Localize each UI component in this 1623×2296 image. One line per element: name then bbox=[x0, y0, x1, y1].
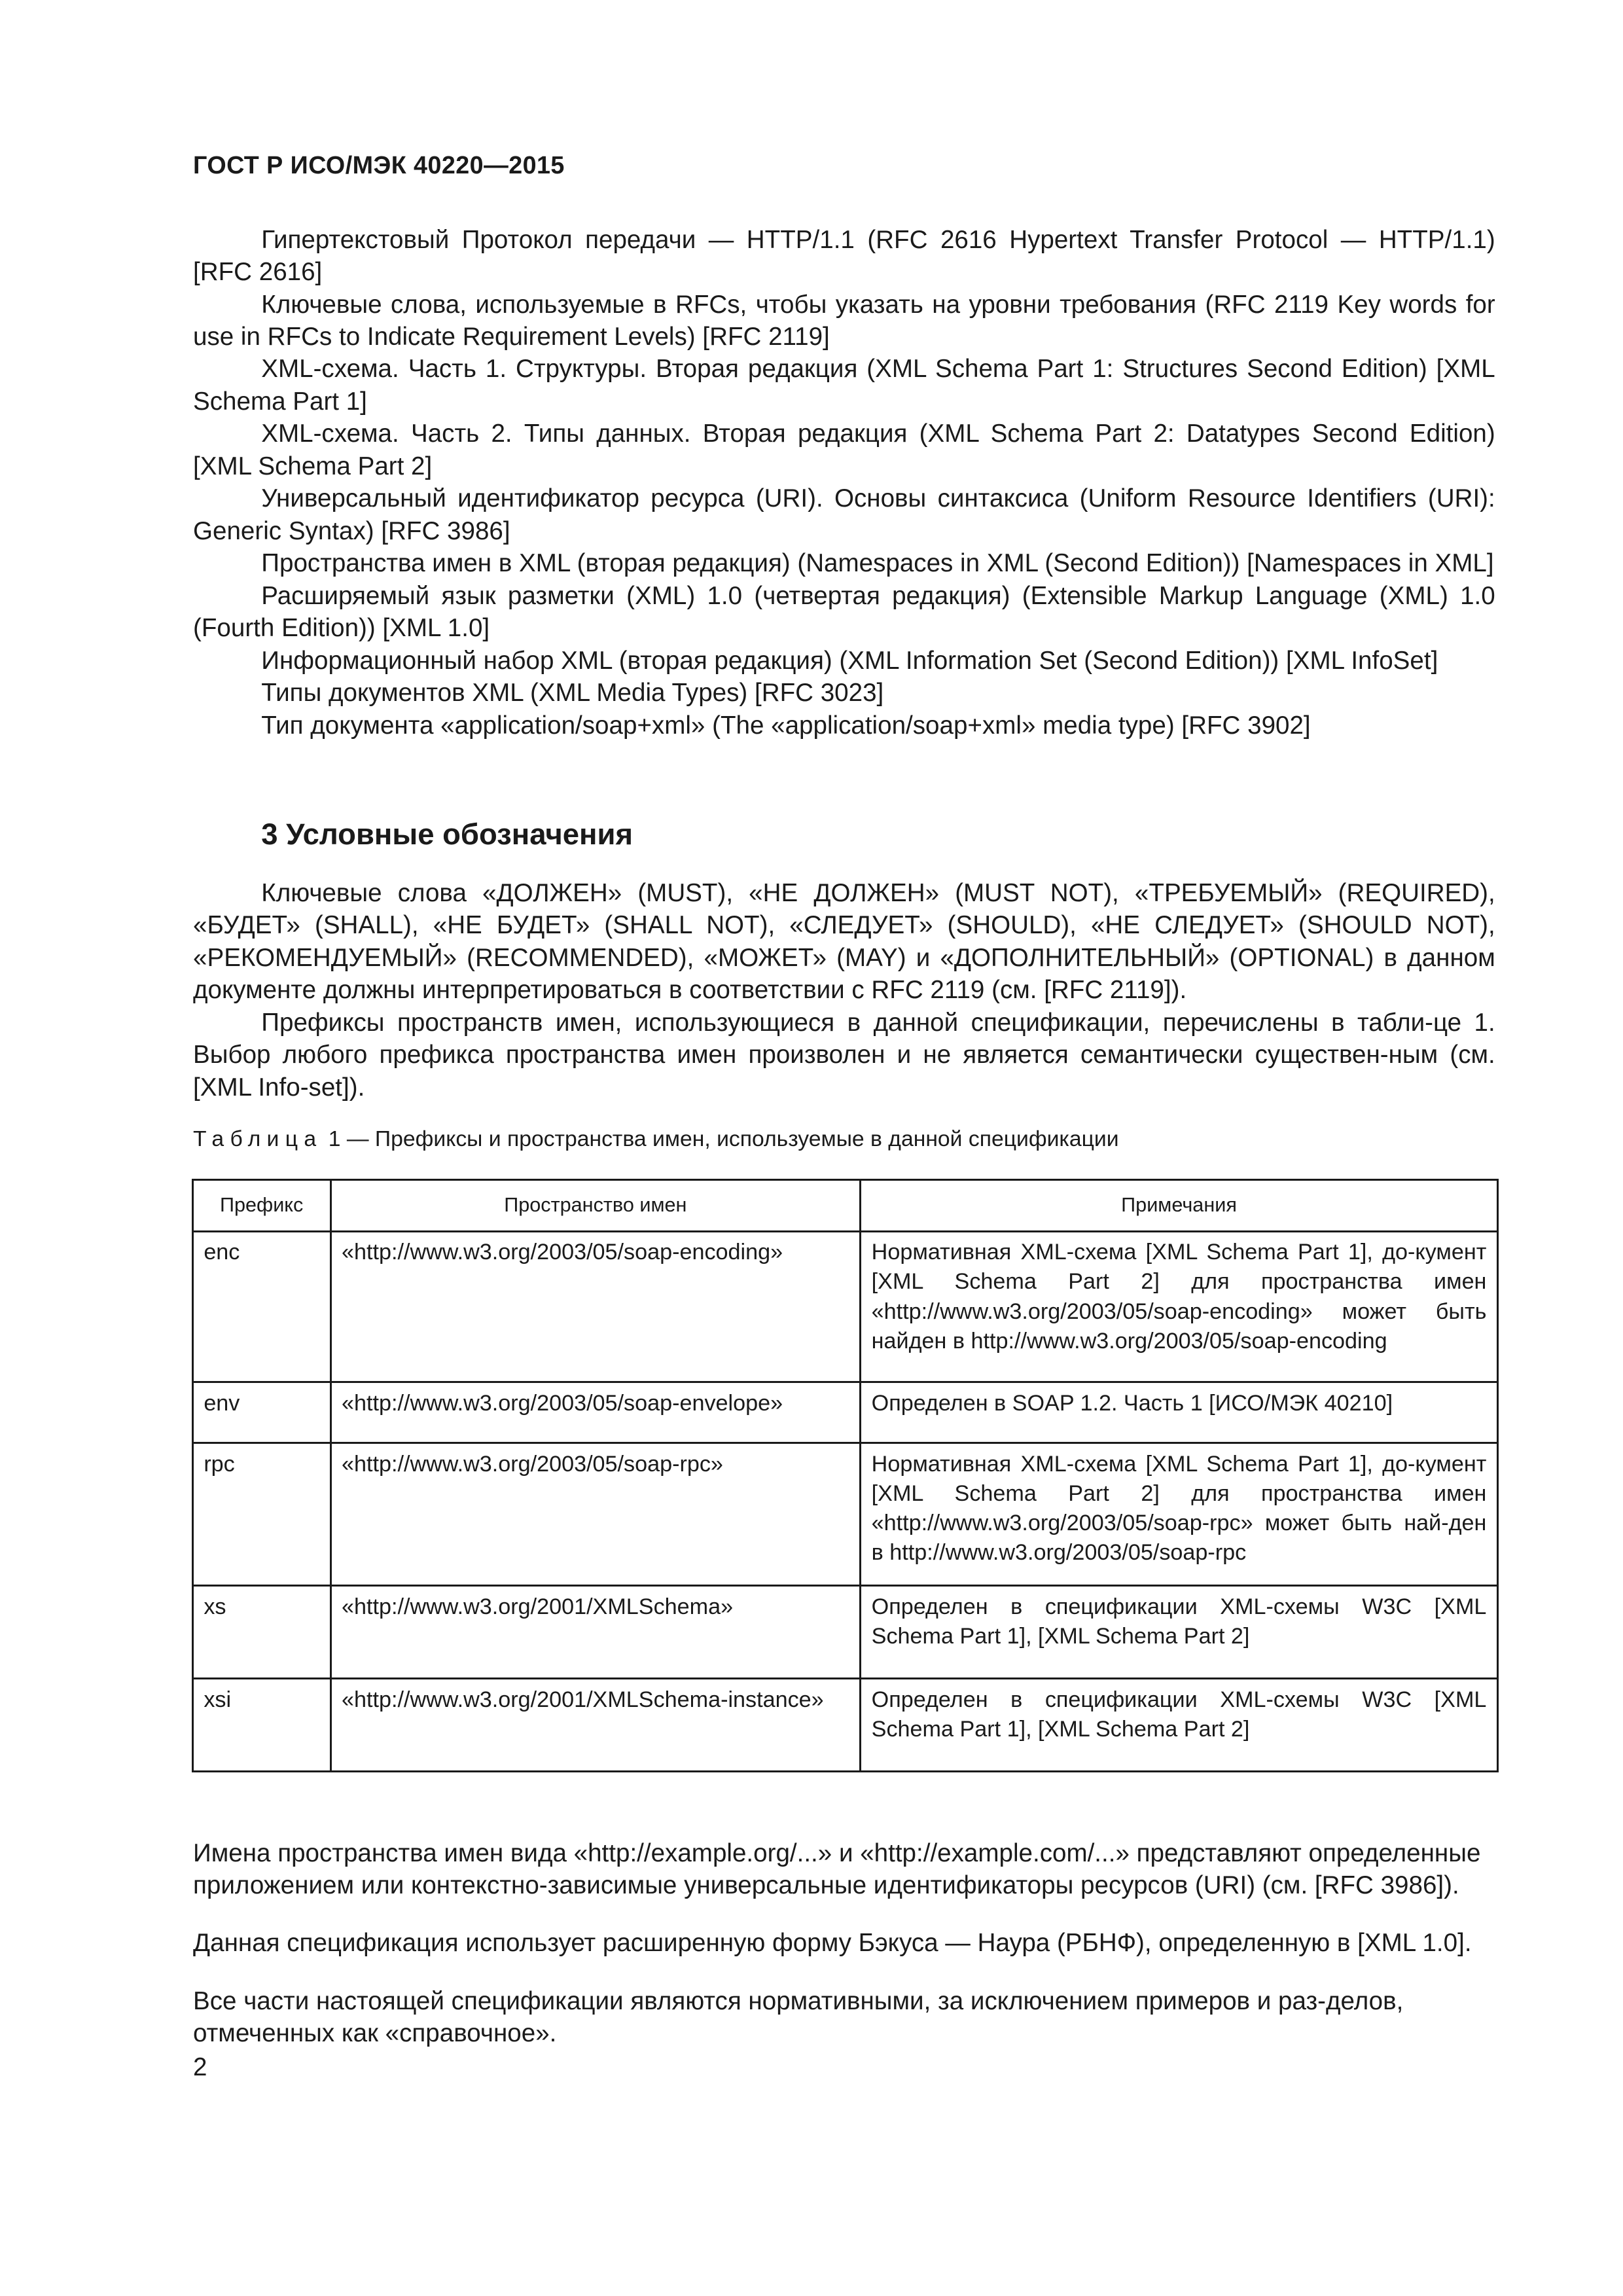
cell-namespace: «http://www.w3.org/2003/05/soap-encoding» bbox=[330, 1231, 861, 1382]
closing-text bbox=[193, 1812, 1495, 2075]
cell-namespace: «http://www.w3.org/2003/05/soap-envelope» bbox=[330, 1382, 861, 1443]
reference-item: Информационный набор XML (вторая редакция) (XML Information Set (Second Edition)) [XML InfoSet] bbox=[261, 646, 1438, 675]
cell-prefix: env bbox=[192, 1382, 330, 1443]
table-row bbox=[192, 1231, 1497, 1382]
cell-prefix: xsi bbox=[192, 1678, 330, 1771]
cell-namespace: «http://www.w3.org/2001/XMLSchema-instance» bbox=[330, 1678, 861, 1771]
reference-item: XML-схема. Часть 1. Структуры. Вторая редакция (XML Schema Part 1: Structures Second Edition) [XML Schema Part 1] bbox=[193, 355, 1495, 416]
namespace-table-container bbox=[192, 1179, 1497, 1772]
reference-item: Расширяемый язык разметки (XML) 1.0 (четвертая редакция) (Extensible Markup Language (XML) 1.0 (Fourth Edition)) [XML 1.0] bbox=[193, 581, 1495, 643]
reference-item: Ключевые слова, используемые в RFCs, чтобы указать на уровни требования (RFC 2119 Key words for use in RFCs to Indicate Requirement Levels) [RFC 2119] bbox=[193, 290, 1495, 351]
table-header-row bbox=[192, 1180, 1497, 1231]
reference-item: Универсальный идентификатор ресурса (URI). Основы синтаксиса (Uniform Resource Identifiers (URI): Generic Syntax) [RFC 3986] bbox=[193, 484, 1495, 545]
cell-namespace: «http://www.w3.org/2003/05/soap-rpc» bbox=[330, 1443, 861, 1585]
table-row bbox=[192, 1678, 1497, 1771]
table-caption-text: 1 — Префиксы и пространства имен, используемые в данной спецификации bbox=[322, 1126, 1119, 1152]
column-header-notes: Примечания bbox=[861, 1180, 1498, 1231]
cell-notes: Нормативная XML-схема [XML Schema Part 1], до-кумент [XML Schema Part 2] для пространства имен «http://www.w3.org/2003/05/soap-encoding» может быть найден в http://www.w3.org/2003/05/soap-encoding bbox=[861, 1231, 1498, 1382]
page-number: 2 bbox=[193, 2053, 207, 2081]
normative-references-list bbox=[193, 224, 1495, 742]
table-row bbox=[192, 1382, 1497, 1443]
table-caption-label: Таблица bbox=[193, 1126, 323, 1152]
cell-notes: Определен в спецификации XML-схемы W3C [XML Schema Part 1], [XML Schema Part 2] bbox=[861, 1585, 1498, 1678]
reference-item: Пространства имен в XML (вторая редакция) (Namespaces in XML (Second Edition)) [Namespaces in XML] bbox=[261, 549, 1494, 578]
cell-namespace: «http://www.w3.org/2001/XMLSchema» bbox=[330, 1585, 861, 1678]
reference-item: Гипертекстовый Протокол передачи — HTTP/1.1 (RFC 2616 Hypertext Transfer Protocol — HTTP/1.1) [RFC 2616] bbox=[193, 225, 1495, 287]
cell-prefix: xs bbox=[192, 1585, 330, 1678]
body-paragraph: Ключевые слова «ДОЛЖЕН» (MUST), «НЕ ДОЛЖЕН» (MUST NOT), «ТРЕБУЕМЫЙ» (REQUIRED), «БУДЕТ» (SHALL), «НЕ БУДЕТ» (SHALL NOT), «СЛЕДУЕТ» (SHOULD), «НЕ СЛЕДУЕТ» (SHOULD NOT), «РЕКОМЕНДУЕМЫЙ» (RECOMMENDED), «МОЖЕТ» (MAY) и «ДОПОЛНИТЕЛЬНЫЙ» (OPTIONAL) в данном документе должны интерпретироваться в соответствии с RFC 2119 (см. [RFC 2119]). bbox=[193, 878, 1495, 1005]
body-paragraph: Префиксы пространств имен, использующиеся в данной спецификации, перечислены в табли-це 1. Выбор любого префикса пространства имен произволен и не является семантически существен-ным (см. [XML Info-set]). bbox=[193, 1008, 1495, 1102]
section-body bbox=[193, 877, 1495, 1103]
table-row bbox=[192, 1585, 1497, 1678]
reference-item: Типы документов XML (XML Media Types) [RFC 3023] bbox=[261, 679, 884, 708]
cell-notes: Определен в спецификации XML-схемы W3C [XML Schema Part 1], [XML Schema Part 2] bbox=[861, 1678, 1498, 1771]
body-paragraph: Имена пространства имен вида «http://example.org/...» и «http://example.com/...» представляют определенные приложением или контекстно-зависимые универсальные идентификаторы ресурсов (URI) (см. [RFC 3986]). bbox=[193, 1839, 1481, 1900]
body-paragraph: Все части настоящей спецификации являются нормативными, за исключением примеров и раз-делов, отмеченных как «справочное». bbox=[193, 1986, 1404, 2047]
cell-prefix: rpc bbox=[192, 1443, 330, 1585]
document-header: ГОСТ Р ИСО/МЭК 40220—2015 bbox=[193, 151, 565, 179]
column-header-namespace: Пространство имен bbox=[330, 1180, 861, 1231]
cell-notes: Определен в SOAP 1.2. Часть 1 [ИСО/МЭК 40210] bbox=[861, 1382, 1498, 1443]
reference-item: Тип документа «application/soap+xml» (The «application/soap+xml» media type) [RFC 3902] bbox=[261, 711, 1311, 740]
column-header-prefix: Префикс bbox=[192, 1180, 330, 1231]
namespace-prefix-table bbox=[192, 1179, 1499, 1772]
reference-item: XML-схема. Часть 2. Типы данных. Вторая редакция (XML Schema Part 2: Datatypes Second Edition) [XML Schema Part 2] bbox=[193, 420, 1495, 480]
table-caption bbox=[193, 1126, 1119, 1152]
cell-notes: Нормативная XML-схема [XML Schema Part 1], до-кумент [XML Schema Part 2] для пространства имен «http://www.w3.org/2003/05/soap-rpc» может быть най-ден в http://www.w3.org/2003/05/soap-rpc bbox=[861, 1443, 1498, 1585]
section-heading: 3 Условные обозначения bbox=[261, 817, 633, 851]
body-paragraph: Данная спецификация использует расширенную форму Бэкуса — Наура (РБНФ), определенную в [XML 1.0]. bbox=[193, 1929, 1472, 1958]
cell-prefix: enc bbox=[192, 1231, 330, 1382]
table-row bbox=[192, 1443, 1497, 1585]
